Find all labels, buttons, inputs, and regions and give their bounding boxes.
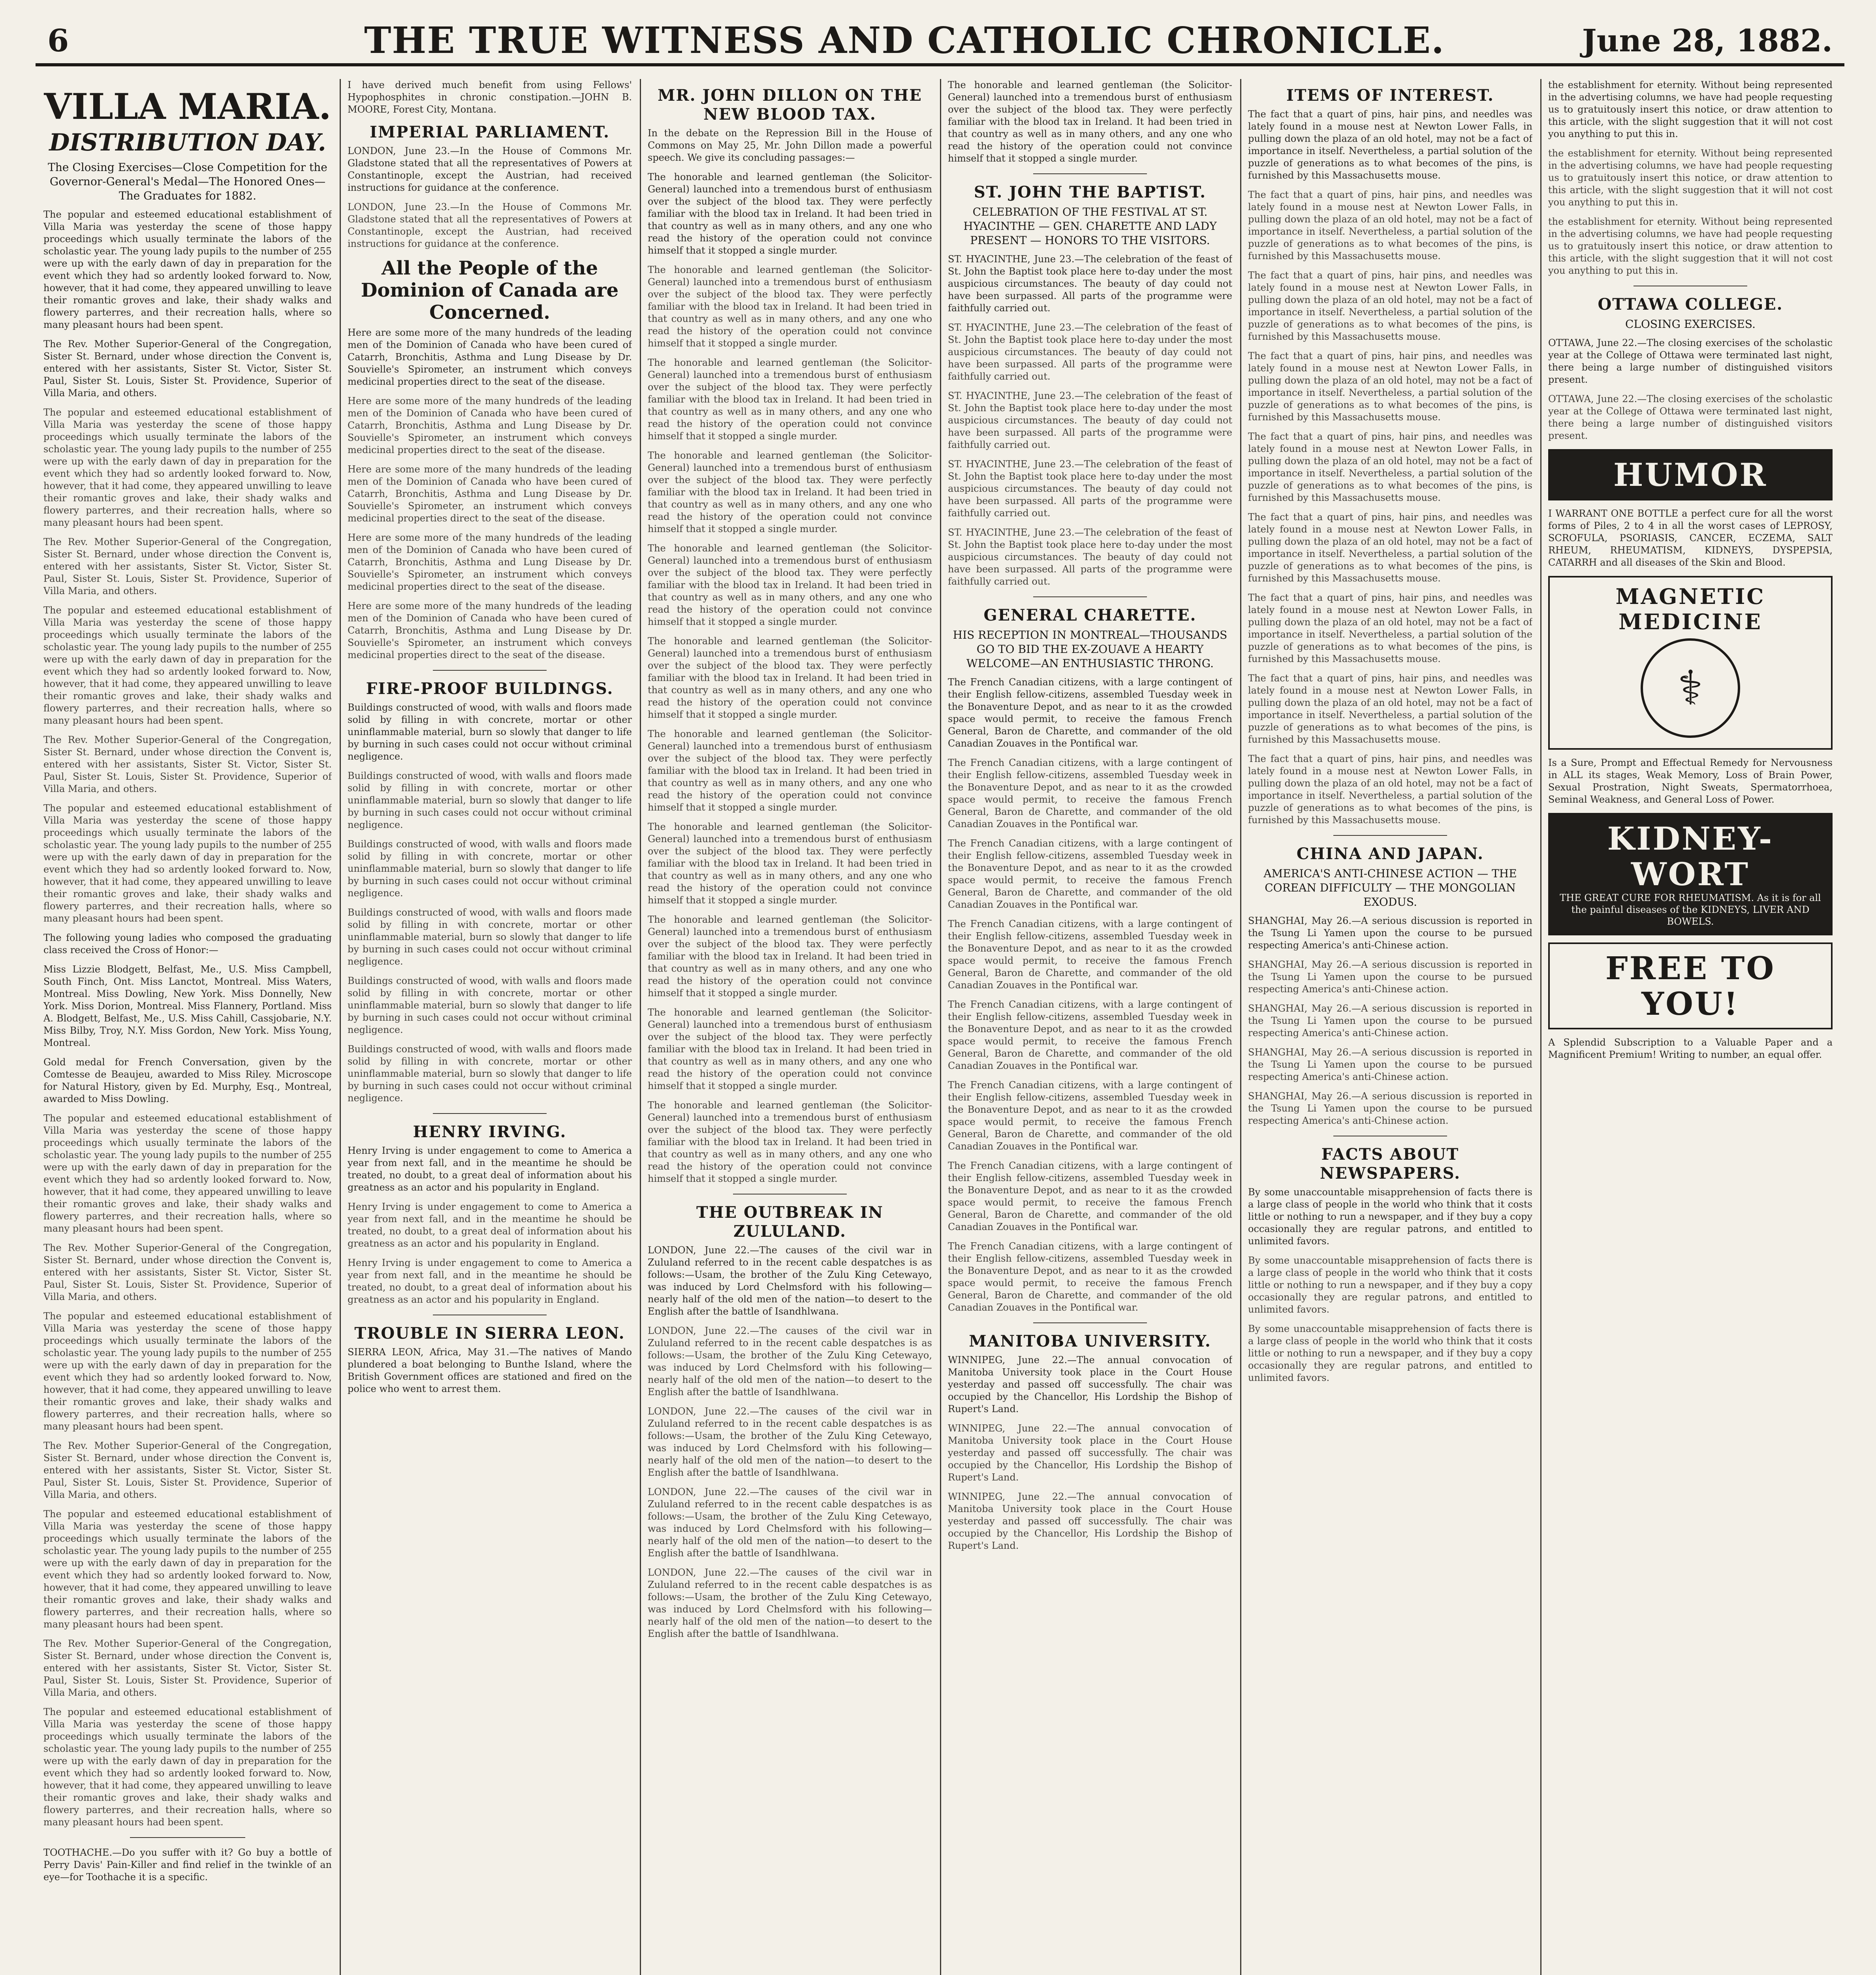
page-number: 6 xyxy=(47,23,69,59)
article-paragraph: WINNIPEG, June 22.—The annual convocation of Manitoba University took place in the Court House yesterday and passed off successfully. The chair was occupied by the Chancellor, His Lordship the Bishop of Rupert's Land. xyxy=(948,1354,1232,1414)
article-heading: VILLA MARIA. xyxy=(44,86,331,128)
article-paragraph: ST. HYACINTHE, June 23.—The celebration of the feast of St. John the Baptist took place here to-day under the most auspicious circumstances. The beauty of day could not have been surpassed. All parts of the programme were faithfully carried out. xyxy=(948,527,1232,587)
article-paragraph: The French Canadian citizens, with a large contingent of their English fellow-citizens, assembled Tuesday week in the Bonaventure Depot, and as near to it as the crowded space would permit, to receive the famous French General, Baron de Charette, and commander of the old Canadian Zouaves in the Pontifical war. xyxy=(948,1241,1232,1313)
article-heading: THE OUTBREAK IN ZULULAND. xyxy=(696,1203,883,1241)
column-rule xyxy=(640,79,641,1975)
separator xyxy=(1033,173,1147,174)
article-paragraph: Here are some more of the many hundreds of the leading men of the Dominion of Canada who have been cured of Catarrh, Bronchitis, Asthma and Lung Disease by Dr. Souvielle's Spirometer, an instrument which conveys medicinal properties direct to the seat of the disease. xyxy=(348,464,632,524)
separator xyxy=(433,1113,547,1114)
article-paragraph: The popular and esteemed educational establishment of Villa Maria was yesterday the scene of those happy proceedings which usually terminate the labors of the scholastic year. The young lady pupils to the number of 255 were up with the early dawn of day in preparation for the event which they had so ardently looked forward to. Now, however, that it had come, they appeared unwilling to leave their romantic groves and lake, their shady walks and flowery parterres, and their recreation halls, where so many pleasant hours had been spent. xyxy=(43,1509,332,1630)
article-paragraph: Buildings constructed of wood, with walls and floors made solid by filling in with concrete, mortar or other uninflammable material, burn so slowly that danger to life by burning in such cases could not occur without criminal negligence. xyxy=(348,907,632,967)
masthead-rule xyxy=(36,63,1844,66)
article-heading: All the People of the Dominion of Canada are Concerned. xyxy=(361,257,619,324)
article-paragraph: ST. HYACINTHE, June 23.—The celebration of the feast of St. John the Baptist took place here to-day under the most auspicious circumstances. The beauty of day could not have been surpassed. All parts of the programme were faithfully carried out. xyxy=(948,390,1232,450)
toothache-notice: TOOTHACHE.—Do you suffer with it? Go buy a bottle of Perry Davis' Pain-Killer and find relief in the twinkle of an eye—for Toothache it is a specific. xyxy=(43,1847,332,1883)
trade-mark-emblem-icon: ⚕ xyxy=(1641,638,1740,738)
article-paragraph: SHANGHAI, May 26.—A serious discussion is reported in the Tsung Li Yamen upon the course to be pursued respecting America's anti-Chinese action. xyxy=(1248,915,1532,951)
article-paragraph: The fact that a quart of pins, hair pins, and needles was lately found in a mouse nest at Newton Lower Falls, in pulling down the plaza of an old hotel, may not be a fact of importance in itself. Nevertheless, a partial solution of the puzzle of generations as to what becomes of the pins, is furnished by this Massachusetts mouse. xyxy=(1248,270,1532,342)
humor-advertisement xyxy=(1548,449,1833,500)
article-paragraph: The popular and esteemed educational establishment of Villa Maria was yesterday the scene of those happy proceedings which usually terminate the labors of the scholastic year. The young lady pupils to the number of 255 were up with the early dawn of day in preparation for the event which they had so ardently looked forward to. Now, however, that it had come, they appeared unwilling to leave their romantic groves and lake, their shady walks and flowery parterres, and their recreation halls, where so many pleasant hours had been spent. xyxy=(43,209,332,330)
column-rule xyxy=(940,79,941,1975)
article-paragraph: ST. HYACINTHE, June 23.—The celebration of the feast of St. John the Baptist took place here to-day under the most auspicious circumstances. The beauty of day could not have been surpassed. All parts of the programme were faithfully carried out. xyxy=(948,459,1232,519)
article-deck: CLOSING EXERCISES. xyxy=(1625,318,1756,331)
article-paragraph: the establishment for eternity. Without being represented in the advertising columns, we have had people requesting us to gratuitously insert this notice, or draw attention to this article, with the slight suggestion that it will not cost you anything to put this in. xyxy=(1548,148,1833,208)
article-paragraph: The honorable and learned gentleman (the Solicitor-General) launched into a tremendous burst of enthusiasm over the subject of the blood tax. They were perfectly familiar with the blood tax in Ireland. It had been tried in that country as well as in many others, and any one who read the history of the operation could not convince himself that it stopped a single murder. xyxy=(648,264,932,349)
article-heading: IMPERIAL PARLIAMENT. xyxy=(370,123,610,141)
article-paragraph: ST. HYACINTHE, June 23.—The celebration of the feast of St. John the Baptist took place here to-day under the most auspicious circumstances. The beauty of day could not have been surpassed. All parts of the programme were faithfully carried out. xyxy=(948,254,1232,314)
article-heading: FACTS ABOUT NEWSPAPERS. xyxy=(1320,1145,1461,1183)
honor-list-intro: The following young ladies who composed the graduating class received the Cross of Honor:— xyxy=(43,932,332,956)
article-paragraph: The French Canadian citizens, with a large contingent of their English fellow-citizens, assembled Tuesday week in the Bonaventure Depot, and as near to it as the crowded space would permit, to receive the famous French General, Baron de Charette, and commander of the old Canadian Zouaves in the Pontifical war. xyxy=(948,838,1232,910)
article-paragraph: The fact that a quart of pins, hair pins, and needles was lately found in a mouse nest at Newton Lower Falls, in pulling down the plaza of an old hotel, may not be a fact of importance in itself. Nevertheless, a partial solution of the puzzle of generations as to what becomes of the pins, is furnished by this Massachusetts mouse. xyxy=(1248,431,1532,503)
article-paragraph: The popular and esteemed educational establishment of Villa Maria was yesterday the scene of those happy proceedings which usually terminate the labors of the scholastic year. The young lady pupils to the number of 255 were up with the early dawn of day in preparation for the event which they had so ardently looked forward to. Now, however, that it had come, they appeared unwilling to leave their romantic groves and lake, their shady walks and flowery parterres, and their recreation halls, where so many pleasant hours had been spent. xyxy=(43,407,332,528)
article-paragraph: Buildings constructed of wood, with walls and floors made solid by filling in with concrete, mortar or other uninflammable material, burn so slowly that danger to life by burning in such cases could not occur without criminal negligence. xyxy=(348,1044,632,1104)
article-paragraph: The fact that a quart of pins, hair pins, and needles was lately found in a mouse nest at Newton Lower Falls, in pulling down the plaza of an old hotel, may not be a fact of importance in itself. Nevertheless, a partial solution of the puzzle of generations as to what becomes of the pins, is furnished by this Massachusetts mouse. xyxy=(1248,753,1532,826)
article-paragraph: The honorable and learned gentleman (the Solicitor-General) launched into a tremendous burst of enthusiasm over the subject of the blood tax. They were perfectly familiar with the blood tax in Ireland. It had been tried in that country as well as in many others, and any one who read the history of the operation could not convince himself that it stopped a single murder. xyxy=(648,914,932,999)
article-heading: ITEMS OF INTEREST. xyxy=(1286,86,1494,105)
article-paragraph: the establishment for eternity. Without being represented in the advertising columns, we have had people requesting us to gratuitously insert this notice, or draw attention to this article, with the slight suggestion that it will not cost you anything to put this in. xyxy=(1548,216,1833,276)
article-paragraph: SHANGHAI, May 26.—A serious discussion is reported in the Tsung Li Yamen upon the course to be pursued respecting America's anti-Chinese action. xyxy=(1248,1003,1532,1038)
article-deck: HIS RECEPTION IN MONTREAL—THOUSANDS GO TO BID THE EX-ZOUAVE A HEARTY WELCOME—AN ENTHUSIASTIC THRONG. xyxy=(953,628,1227,670)
article-paragraph: The fact that a quart of pins, hair pins, and needles was lately found in a mouse nest at Newton Lower Falls, in pulling down the plaza of an old hotel, may not be a fact of importance in itself. Nevertheless, a partial solution of the puzzle of generations as to what becomes of the pins, is furnished by this Massachusetts mouse. xyxy=(1248,350,1532,423)
article-paragraph: the establishment for eternity. Without being represented in the advertising columns, we have had people requesting us to gratuitously insert this notice, or draw attention to this article, with the slight suggestion that it will not cost you anything to put this in. xyxy=(1548,79,1833,139)
ad-title: KIDNEY-WORT xyxy=(1607,820,1774,893)
ad-title: MAGNETIC MEDICINE xyxy=(1615,584,1765,634)
article-heading: FIRE-PROOF BUILDINGS. xyxy=(366,679,614,698)
honor-list: Miss Lizzie Blodgett, Belfast, Me., U.S. Miss Campbell, South Finch, Ont. Miss Lanctot, Montreal. Miss Waters, Montreal. Miss Dowling, New York. Miss Donnelly, New York. Miss Dorion, Montreal. Miss Flannery, Portland. Miss A. Blodgett, Belfast, Me., U.S. Miss Cahill, Cassjobarie, N.Y. Miss Bilby, Troy, N.Y. Miss Gordon, New York. Miss Young, Montreal. xyxy=(43,964,332,1048)
article-paragraph: The honorable and learned gentleman (the Solicitor-General) launched into a tremendous burst of enthusiasm over the subject of the blood tax. They were perfectly familiar with the blood tax in Ireland. It had been tried in that country as well as in many others, and any one who read the history of the operation could not convince himself that it stopped a single murder. xyxy=(648,543,932,627)
article-paragraph: LONDON, June 22.—The causes of the civil war in Zululand referred to in the recent cable despatches is as follows:—Usam, the brother of the Zulu King Cetewayo, was induced by Lord Chelmsford with his following—nearly half of the old men of the nation—to desert to the English after the battle of Isandhlwana. xyxy=(648,1245,932,1317)
article-paragraph: WINNIPEG, June 22.—The annual convocation of Manitoba University took place in the Court House yesterday and passed off successfully. The chair was occupied by the Chancellor, His Lordship the Bishop of Rupert's Land. xyxy=(948,1423,1232,1483)
article-paragraph: The French Canadian citizens, with a large contingent of their English fellow-citizens, assembled Tuesday week in the Bonaventure Depot, and as near to it as the crowded space would permit, to receive the famous French General, Baron de Charette, and commander of the old Canadian Zouaves in the Pontifical war. xyxy=(948,1080,1232,1152)
article-paragraph: The Rev. Mother Superior-General of the Congregation, Sister St. Bernard, under whose direction the Convent is, entered with her assistants, Sister St. Victor, Sister St. Paul, Sister St. Louis, Sister St. Providence, Superior of Villa Maria, and others. xyxy=(43,339,332,399)
article-heading: HENRY IRVING. xyxy=(413,1123,567,1141)
separator xyxy=(1033,596,1147,597)
article-paragraph: The honorable and learned gentleman (the Solicitor-General) launched into a tremendous burst of enthusiasm over the subject of the blood tax. They were perfectly familiar with the blood tax in Ireland. It had been tried in that country as well as in many others, and any one who read the history of the operation could not convince himself that it stopped a single murder. xyxy=(648,636,932,720)
column-rule xyxy=(1240,79,1241,1975)
article-heading: OTTAWA COLLEGE. xyxy=(1598,295,1783,314)
separator xyxy=(130,1837,245,1838)
article-heading: TROUBLE IN SIERRA LEON. xyxy=(354,1324,625,1343)
kidney-wort-advertisement xyxy=(1548,813,1833,935)
article-heading: GENERAL CHARETTE. xyxy=(983,606,1197,624)
article-paragraph: The popular and esteemed educational establishment of Villa Maria was yesterday the scene of those happy proceedings which usually terminate the labors of the scholastic year. The young lady pupils to the number of 255 were up with the early dawn of day in preparation for the event which they had so ardently looked forward to. Now, however, that it had come, they appeared unwilling to leave their romantic groves and lake, their shady walks and flowery parterres, and their recreation halls, where so many pleasant hours had been spent. xyxy=(43,803,332,924)
article-paragraph: Here are some more of the many hundreds of the leading men of the Dominion of Canada who have been cured of Catarrh, Bronchitis, Asthma and Lung Disease by Dr. Souvielle's Spirometer, an instrument which conveys medicinal properties direct to the seat of the disease. xyxy=(348,532,632,592)
article-paragraph: The French Canadian citizens, with a large contingent of their English fellow-citizens, assembled Tuesday week in the Bonaventure Depot, and as near to it as the crowded space would permit, to receive the famous French General, Baron de Charette, and commander of the old Canadian Zouaves in the Pontifical war. xyxy=(948,1160,1232,1232)
article-paragraph: Buildings constructed of wood, with walls and floors made solid by filling in with concrete, mortar or other uninflammable material, burn so slowly that danger to life by burning in such cases could not occur without criminal negligence. xyxy=(348,702,632,762)
article-paragraph: The fact that a quart of pins, hair pins, and needles was lately found in a mouse nest at Newton Lower Falls, in pulling down the plaza of an old hotel, may not be a fact of importance in itself. Nevertheless, a partial solution of the puzzle of generations as to what becomes of the pins, is furnished by this Massachusetts mouse. xyxy=(1248,512,1532,584)
article-paragraph: The French Canadian citizens, with a large contingent of their English fellow-citizens, assembled Tuesday week in the Bonaventure Depot, and as near to it as the crowded space would permit, to receive the famous French General, Baron de Charette, and commander of the old Canadian Zouaves in the Pontifical war. xyxy=(948,677,1232,749)
article-paragraph: The fact that a quart of pins, hair pins, and needles was lately found in a mouse nest at Newton Lower Falls, in pulling down the plaza of an old hotel, may not be a fact of importance in itself. Nevertheless, a partial solution of the puzzle of generations as to what becomes of the pins, is furnished by this Massachusetts mouse. xyxy=(1248,592,1532,664)
article-paragraph: The honorable and learned gentleman (the Solicitor-General) launched into a tremendous burst of enthusiasm over the subject of the blood tax. They were perfectly familiar with the blood tax in Ireland. It had been tried in that country as well as in many others, and any one who read the history of the operation could not convince himself that it stopped a single murder. xyxy=(648,357,932,442)
article-paragraph: The French Canadian citizens, with a large contingent of their English fellow-citizens, assembled Tuesday week in the Bonaventure Depot, and as near to it as the crowded space would permit, to receive the famous French General, Baron de Charette, and commander of the old Canadian Zouaves in the Pontifical war. xyxy=(948,757,1232,830)
article-paragraph: LONDON, June 22.—The causes of the civil war in Zululand referred to in the recent cable despatches is as follows:—Usam, the brother of the Zulu King Cetewayo, was induced by Lord Chelmsford with his following—nearly half of the old men of the nation—to desert to the English after the battle of Isandhlwana. xyxy=(648,1406,932,1478)
article-paragraph: Buildings constructed of wood, with walls and floors made solid by filling in with concrete, mortar or other uninflammable material, burn so slowly that danger to life by burning in such cases could not occur without criminal negligence. xyxy=(348,770,632,830)
ad-title: FREE TO YOU! xyxy=(1605,950,1776,1022)
article-paragraph: The fact that a quart of pins, hair pins, and needles was lately found in a mouse nest at Newton Lower Falls, in pulling down the plaza of an old hotel, may not be a fact of importance in itself. Nevertheless, a partial solution of the puzzle of generations as to what becomes of the pins, is furnished by this Massachusetts mouse. xyxy=(1248,189,1532,261)
column-4 xyxy=(948,79,1232,1975)
ad-title: HUMOR xyxy=(1613,456,1768,493)
article-paragraph: Here are some more of the many hundreds of the leading men of the Dominion of Canada who have been cured of Catarrh, Bronchitis, Asthma and Lung Disease by Dr. Souvielle's Spirometer, an instrument which conveys medicinal properties direct to the seat of the disease. xyxy=(348,327,632,387)
testimonial: I have derived much benefit from using Fellows' Hypophosphites in chronic constipation.—JOHN B. MOORE, Forest City, Montana. xyxy=(348,79,632,115)
article-paragraph: LONDON, June 22.—The causes of the civil war in Zululand referred to in the recent cable despatches is as follows:—Usam, the brother of the Zulu King Cetewayo, was induced by Lord Chelmsford with his following—nearly half of the old men of the nation—to desert to the English after the battle of Isandhlwana. xyxy=(648,1325,932,1398)
column-5 xyxy=(1248,79,1532,1975)
article-paragraph: The Rev. Mother Superior-General of the Congregation, Sister St. Bernard, under whose direction the Convent is, entered with her assistants, Sister St. Victor, Sister St. Paul, Sister St. Louis, Sister St. Providence, Superior of Villa Maria, and others. xyxy=(43,1242,332,1302)
article-paragraph: Here are some more of the many hundreds of the leading men of the Dominion of Canada who have been cured of Catarrh, Bronchitis, Asthma and Lung Disease by Dr. Souvielle's Spirometer, an instrument which conveys medicinal properties direct to the seat of the disease. xyxy=(348,395,632,455)
article-paragraph: WINNIPEG, June 22.—The annual convocation of Manitoba University took place in the Court House yesterday and passed off successfully. The chair was occupied by the Chancellor, His Lordship the Bishop of Rupert's Land. xyxy=(948,1491,1232,1551)
article-paragraph: Buildings constructed of wood, with walls and floors made solid by filling in with concrete, mortar or other uninflammable material, burn so slowly that danger to life by burning in such cases could not occur without criminal negligence. xyxy=(348,839,632,899)
column-1 xyxy=(43,79,332,1975)
column-rule xyxy=(340,79,341,1975)
article-paragraph: The fact that a quart of pins, hair pins, and needles was lately found in a mouse nest at Newton Lower Falls, in pulling down the plaza of an old hotel, may not be a fact of importance in itself. Nevertheless, a partial solution of the puzzle of generations as to what becomes of the pins, is furnished by this Massachusetts mouse. xyxy=(1248,109,1532,181)
article-paragraph: LONDON, June 23.—In the House of Commons Mr. Gladstone stated that all the representatives of Powers at Constantinople, except the Austrian, had received instructions for guidance at the conference. xyxy=(348,145,632,193)
article-deck: CELEBRATION OF THE FESTIVAL AT ST. HYACINTHE — GEN. CHARETTE AND LADY PRESENT — HONORS TO THE VISITORS. xyxy=(963,205,1217,247)
ad-text: A Splendid Subscription to a Valuable Paper and a Magnificent Premium! Writing to number, an equal offer. xyxy=(1548,1037,1833,1060)
article-paragraph: The French Canadian citizens, with a large contingent of their English fellow-citizens, assembled Tuesday week in the Bonaventure Depot, and as near to it as the crowded space would permit, to receive the famous French General, Baron de Charette, and commander of the old Canadian Zouaves in the Pontifical war. xyxy=(948,918,1232,991)
column-2 xyxy=(348,79,632,1975)
article-paragraph: OTTAWA, June 22.—The closing exercises of the scholastic year at the College of Ottawa were terminated last night, there being a large number of distinguished visitors present. xyxy=(1548,393,1833,441)
separator xyxy=(433,670,547,671)
prizes-text: Gold medal for French Conversation, given by the Comtesse de Beaujeu, awarded to Miss Riley. Microscope for Natural History, given by Ed. Murphy, Esq., Montreal, awarded to Miss Dowling. xyxy=(43,1057,332,1104)
article-paragraph: Henry Irving is under engagement to come to America a year from next fall, and in the meantime he should be treated, no doubt, to a great deal of information about his greatness as an actor and his popularity in England. xyxy=(348,1145,632,1193)
ad-subtext: THE GREAT CURE FOR RHEUMATISM. As it is for all the painful diseases of the KIDNEYS, LIVER AND BOWELS. xyxy=(1560,892,1821,927)
ad-text: I WARRANT ONE BOTTLE a perfect cure for all the worst forms of Piles, 2 to 4 in all the worst cases of LEPROSY, SCROFULA, PSORIASIS, CANCER, ECZEMA, SALT RHEUM, RHEUMATISM, KIDNEYS, DYSPEPSIA, CATARRH and all diseases of the Skin and Blood. xyxy=(1548,508,1833,568)
article-paragraph: SHANGHAI, May 26.—A serious discussion is reported in the Tsung Li Yamen upon the course to be pursued respecting America's anti-Chinese action. xyxy=(1248,1047,1532,1082)
separator xyxy=(1333,835,1447,836)
article-paragraph: By some unaccountable misapprehension of facts there is a large class of people in the world who think that it costs little or nothing to run a newspaper, and if they buy a copy occasionally they are regular patrons, and entitled to unlimited favors. xyxy=(1248,1323,1532,1383)
article-paragraph: The popular and esteemed educational establishment of Villa Maria was yesterday the scene of those happy proceedings which usually terminate the labors of the scholastic year. The young lady pupils to the number of 255 were up with the early dawn of day in preparation for the event which they had so ardently looked forward to. Now, however, that it had come, they appeared unwilling to leave their romantic groves and lake, their shady walks and flowery parterres, and their recreation halls, where so many pleasant hours had been spent. xyxy=(43,1113,332,1234)
article-paragraph: LONDON, June 22.—The causes of the civil war in Zululand referred to in the recent cable despatches is as follows:—Usam, the brother of the Zulu King Cetewayo, was induced by Lord Chelmsford with his following—nearly half of the old men of the nation—to desert to the English after the battle of Isandhlwana. xyxy=(648,1486,932,1559)
article-paragraph: The Rev. Mother Superior-General of the Congregation, Sister St. Bernard, under whose direction the Convent is, entered with her assistants, Sister St. Victor, Sister St. Paul, Sister St. Louis, Sister St. Providence, Superior of Villa Maria, and others. xyxy=(43,734,332,794)
article-paragraph: OTTAWA, June 22.—The closing exercises of the scholastic year at the College of Ottawa were terminated last night, there being a large number of distinguished visitors present. xyxy=(1548,337,1833,385)
article-paragraph: The popular and esteemed educational establishment of Villa Maria was yesterday the scene of those happy proceedings which usually terminate the labors of the scholastic year. The young lady pupils to the number of 255 were up with the early dawn of day in preparation for the event which they had so ardently looked forward to. Now, however, that it had come, they appeared unwilling to leave their romantic groves and lake, their shady walks and flowery parterres, and their recreation halls, where so many pleasant hours had been spent. xyxy=(43,1706,332,1828)
article-paragraph: ST. HYACINTHE, June 23.—The celebration of the feast of St. John the Baptist took place here to-day under the most auspicious circumstances. The beauty of day could not have been surpassed. All parts of the programme were faithfully carried out. xyxy=(948,322,1232,382)
article-paragraph: The Rev. Mother Superior-General of the Congregation, Sister St. Bernard, under whose direction the Convent is, entered with her assistants, Sister St. Victor, Sister St. Paul, Sister St. Louis, Sister St. Providence, Superior of Villa Maria, and others. xyxy=(43,1638,332,1698)
column-rule xyxy=(1540,79,1541,1975)
article-paragraph: The popular and esteemed educational establishment of Villa Maria was yesterday the scene of those happy proceedings which usually terminate the labors of the scholastic year. The young lady pupils to the number of 255 were up with the early dawn of day in preparation for the event which they had so ardently looked forward to. Now, however, that it had come, they appeared unwilling to leave their romantic groves and lake, their shady walks and flowery parterres, and their recreation halls, where so many pleasant hours had been spent. xyxy=(43,1311,332,1432)
masthead xyxy=(36,16,1844,63)
article-paragraph: The honorable and learned gentleman (the Solicitor-General) launched into a tremendous burst of enthusiasm over the subject of the blood tax. They were perfectly familiar with the blood tax in Ireland. It had been tried in that country as well as in many others, and any one who read the history of the operation could not convince himself that it stopped a single murder. xyxy=(648,450,932,534)
magnetic-medicine-advertisement xyxy=(1548,576,1833,750)
article-paragraph: In the debate on the Repression Bill in the House of Commons on May 25, Mr. John Dillon made a powerful speech. We give its concluding passages:— xyxy=(648,128,932,163)
issue-date: June 28, 1882. xyxy=(1582,23,1833,59)
article-paragraph: The popular and esteemed educational establishment of Villa Maria was yesterday the scene of those happy proceedings which usually terminate the labors of the scholastic year. The young lady pupils to the number of 255 were up with the early dawn of day in preparation for the event which they had so ardently looked forward to. Now, however, that it had come, they appeared unwilling to leave their romantic groves and lake, their shady walks and flowery parterres, and their recreation halls, where so many pleasant hours had been spent. xyxy=(43,605,332,726)
article-paragraph: The honorable and learned gentleman (the Solicitor-General) launched into a tremendous burst of enthusiasm over the subject of the blood tax. They were perfectly familiar with the blood tax in Ireland. It had been tried in that country as well as in many others, and any one who read the history of the operation could not convince himself that it stopped a single murder. xyxy=(948,79,1232,164)
article-heading: MANITOBA UNIVERSITY. xyxy=(969,1332,1211,1351)
article-paragraph: Buildings constructed of wood, with walls and floors made solid by filling in with concrete, mortar or other uninflammable material, burn so slowly that danger to life by burning in such cases could not occur without criminal negligence. xyxy=(348,975,632,1035)
article-paragraph: The honorable and learned gentleman (the Solicitor-General) launched into a tremendous burst of enthusiasm over the subject of the blood tax. They were perfectly familiar with the blood tax in Ireland. It had been tried in that country as well as in many others, and any one who read the history of the operation could not convince himself that it stopped a single murder. xyxy=(648,1007,932,1091)
separator xyxy=(1033,1322,1147,1323)
article-paragraph: SHANGHAI, May 26.—A serious discussion is reported in the Tsung Li Yamen upon the course to be pursued respecting America's anti-Chinese action. xyxy=(1248,1091,1532,1126)
free-to-you-advertisement xyxy=(1548,942,1833,1029)
article-paragraph: SHANGHAI, May 26.—A serious discussion is reported in the Tsung Li Yamen upon the course to be pursued respecting America's anti-Chinese action. xyxy=(1248,959,1532,995)
article-paragraph: The fact that a quart of pins, hair pins, and needles was lately found in a mouse nest at Newton Lower Falls, in pulling down the plaza of an old hotel, may not be a fact of importance in itself. Nevertheless, a partial solution of the puzzle of generations as to what becomes of the pins, is furnished by this Massachusetts mouse. xyxy=(1248,673,1532,745)
article-heading: CHINA AND JAPAN. xyxy=(1296,845,1484,863)
article-paragraph: LONDON, June 22.—The causes of the civil war in Zululand referred to in the recent cable despatches is as follows:—Usam, the brother of the Zulu King Cetewayo, was induced by Lord Chelmsford with his following—nearly half of the old men of the nation—to desert to the English after the battle of Isandhlwana. xyxy=(648,1567,932,1639)
article-paragraph: The Rev. Mother Superior-General of the Congregation, Sister St. Bernard, under whose direction the Convent is, entered with her assistants, Sister St. Victor, Sister St. Paul, Sister St. Louis, Sister St. Providence, Superior of Villa Maria, and others. xyxy=(43,536,332,596)
newspaper-title: THE TRUE WITNESS AND CATHOLIC CHRONICLE. xyxy=(364,19,1445,62)
article-paragraph: SIERRA LEON, Africa, May 31.—The natives of Mando plundered a boat belonging to Bunthe Island, where the British Government offices are stationed and fired on the police who went to arrest them. xyxy=(348,1347,632,1394)
article-paragraph: The honorable and learned gentleman (the Solicitor-General) launched into a tremendous burst of enthusiasm over the subject of the blood tax. They were perfectly familiar with the blood tax in Ireland. It had been tried in that country as well as in many others, and any one who read the history of the operation could not convince himself that it stopped a single murder. xyxy=(648,728,932,813)
article-paragraph: By some unaccountable misapprehension of facts there is a large class of people in the world who think that it costs little or nothing to run a newspaper, and if they buy a copy occasionally they are regular patrons, and entitled to unlimited favors. xyxy=(1248,1255,1532,1315)
article-heading: MR. JOHN DILLON ON THE NEW BLOOD TAX. xyxy=(658,86,922,124)
article-paragraph: The honorable and learned gentleman (the Solicitor-General) launched into a tremendous burst of enthusiasm over the subject of the blood tax. They were perfectly familiar with the blood tax in Ireland. It had been tried in that country as well as in many others, and any one who read the history of the operation could not convince himself that it stopped a single murder. xyxy=(648,171,932,256)
article-paragraph: The honorable and learned gentleman (the Solicitor-General) launched into a tremendous burst of enthusiasm over the subject of the blood tax. They were perfectly familiar with the blood tax in Ireland. It had been tried in that country as well as in many others, and any one who read the history of the operation could not convince himself that it stopped a single murder. xyxy=(648,821,932,906)
article-paragraph: Henry Irving is under engagement to come to America a year from next fall, and in the meantime he should be treated, no doubt, to a great deal of information about his greatness as an actor and his popularity in England. xyxy=(348,1257,632,1305)
article-heading: ST. JOHN THE BAPTIST. xyxy=(974,183,1207,201)
column-3 xyxy=(648,79,932,1975)
article-paragraph: Henry Irving is under engagement to come to America a year from next fall, and in the meantime he should be treated, no doubt, to a great deal of information about his greatness as an actor and his popularity in England. xyxy=(348,1201,632,1249)
article-subheading: DISTRIBUTION DAY. xyxy=(49,129,326,156)
article-paragraph: The French Canadian citizens, with a large contingent of their English fellow-citizens, assembled Tuesday week in the Bonaventure Depot, and as near to it as the crowded space would permit, to receive the famous French General, Baron de Charette, and commander of the old Canadian Zouaves in the Pontifical war. xyxy=(948,999,1232,1071)
ad-text: Is a Sure, Prompt and Effectual Remedy for Nervousness in ALL its stages, Weak Memory, Loss of Brain Power, Sexual Prostration, Night Sweats, Spermatorrhoea, Seminal Weakness, and General Loss of Power. xyxy=(1548,757,1833,805)
article-paragraph: Here are some more of the many hundreds of the leading men of the Dominion of Canada who have been cured of Catarrh, Bronchitis, Asthma and Lung Disease by Dr. Souvielle's Spirometer, an instrument which conveys medicinal properties direct to the seat of the disease. xyxy=(348,600,632,660)
article-paragraph: By some unaccountable misapprehension of facts there is a large class of people in the world who think that it costs little or nothing to run a newspaper, and if they buy a copy occasionally they are regular patrons, and entitled to unlimited favors. xyxy=(1248,1187,1532,1247)
article-paragraph: LONDON, June 23.—In the House of Commons Mr. Gladstone stated that all the representatives of Powers at Constantinople, except the Austrian, had received instructions for guidance at the conference. xyxy=(348,201,632,249)
article-deck: The Closing Exercises—Close Competition for the Governor-General's Medal—The Honored Ones—The Graduates for 1882. xyxy=(48,161,327,202)
article-paragraph: The honorable and learned gentleman (the Solicitor-General) launched into a tremendous burst of enthusiasm over the subject of the blood tax. They were perfectly familiar with the blood tax in Ireland. It had been tried in that country as well as in many others, and any one who read the history of the operation could not convince himself that it stopped a single murder. xyxy=(648,1100,932,1184)
article-paragraph: The Rev. Mother Superior-General of the Congregation, Sister St. Bernard, under whose direction the Convent is, entered with her assistants, Sister St. Victor, Sister St. Paul, Sister St. Louis, Sister St. Providence, Superior of Villa Maria, and others. xyxy=(43,1440,332,1500)
column-6 xyxy=(1548,79,1833,1975)
article-deck: AMERICA'S ANTI-CHINESE ACTION — THE COREAN DIFFICULTY — THE MONGOLIAN EXODUS. xyxy=(1263,867,1517,908)
